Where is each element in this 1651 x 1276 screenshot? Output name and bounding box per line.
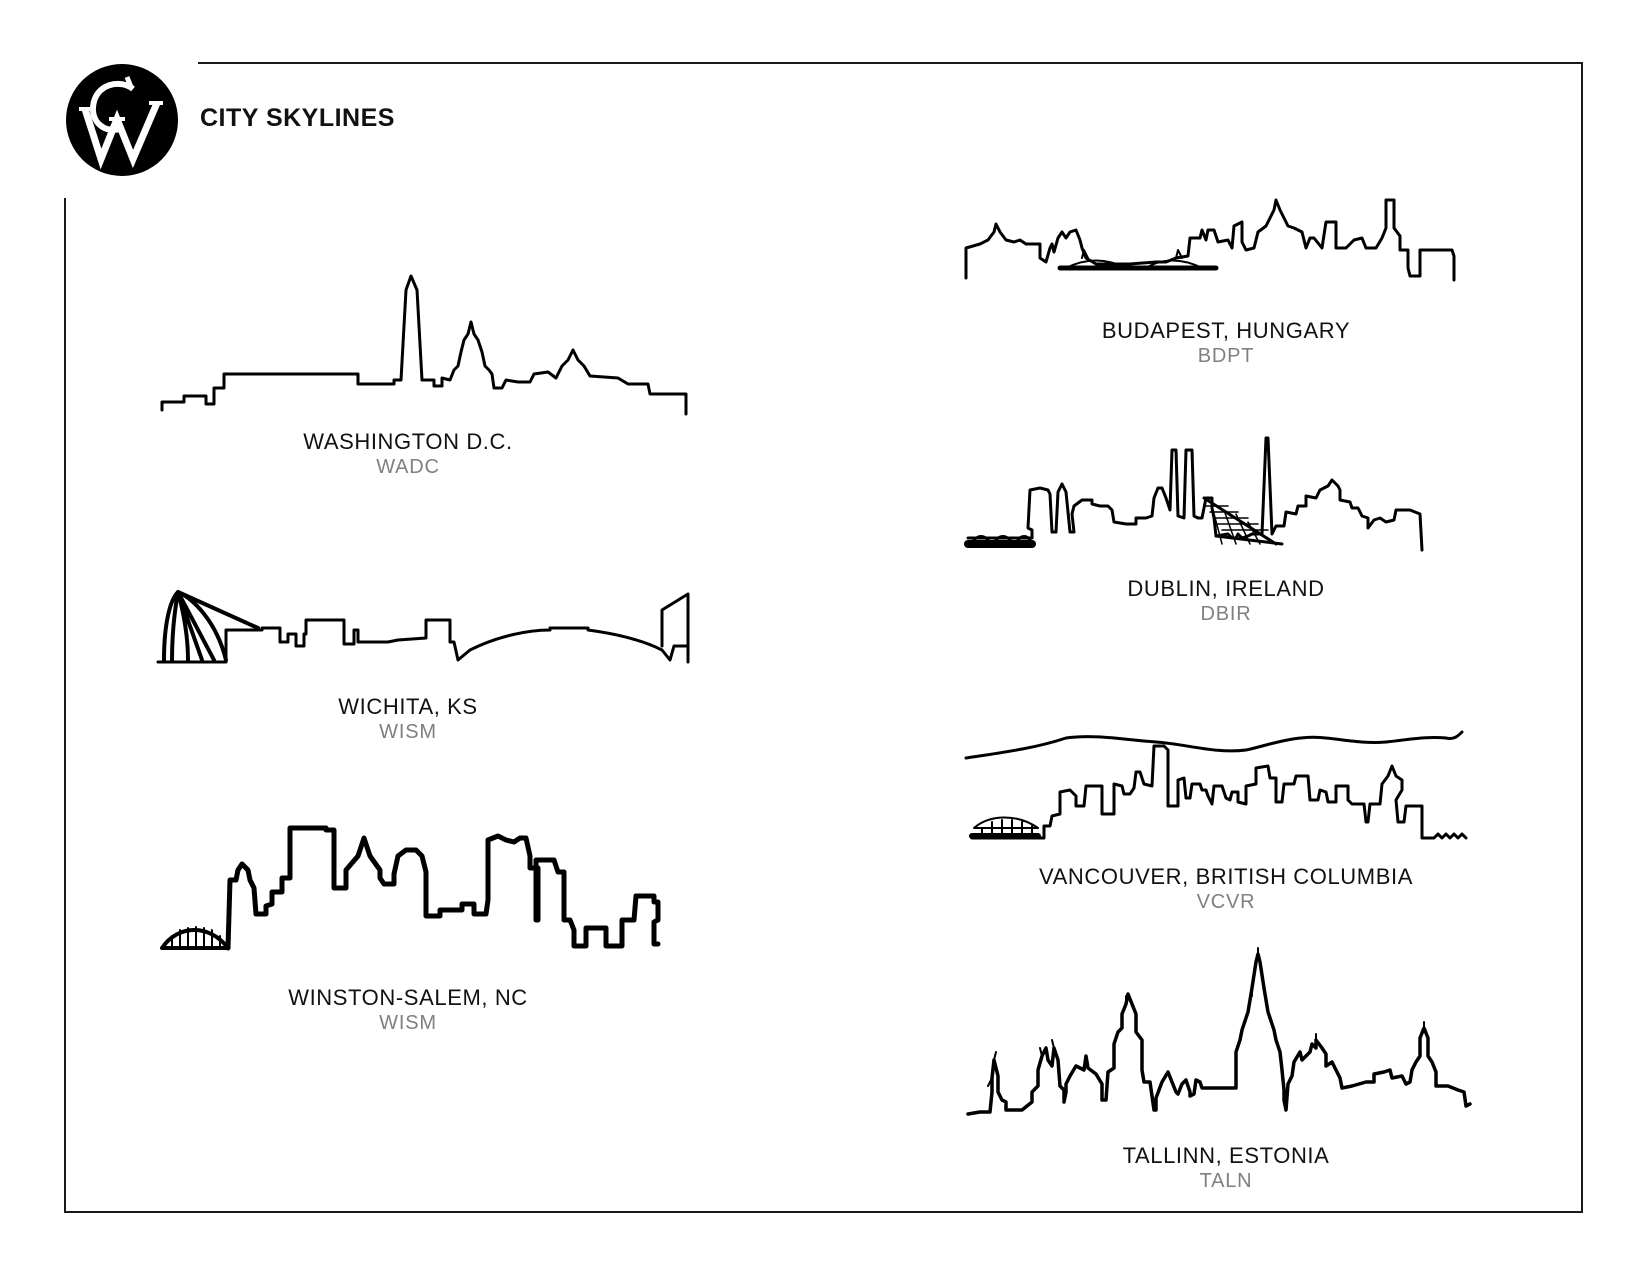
skyline-washington-dc — [158, 270, 688, 420]
city-code: DBIR — [1200, 603, 1252, 625]
skyline-dublin — [966, 434, 1486, 554]
city-code: TALN — [1199, 1170, 1253, 1192]
city-code: WISM — [379, 721, 437, 743]
city-name: VANCOUVER, BRITISH COLUMBIA — [1039, 864, 1413, 889]
skyline-budapest — [966, 192, 1486, 282]
skyline-label-vancouver — [981, 864, 1471, 914]
city-name: BUDAPEST, HUNGARY — [1101, 318, 1351, 343]
city-name: WINSTON-SALEM, NC — [288, 985, 528, 1010]
skyline-tallinn — [966, 952, 1486, 1122]
gw-monogram-logo-icon — [65, 63, 179, 177]
city-name: WASHINGTON D.C. — [303, 429, 513, 454]
skyline-label-winston-salem — [233, 985, 583, 1035]
skyline-vancouver — [966, 728, 1486, 858]
city-name: DUBLIN, IRELAND — [1127, 576, 1325, 601]
skyline-label-budapest — [1041, 318, 1411, 368]
city-code: BDPT — [1197, 345, 1255, 367]
city-code: WADC — [376, 456, 440, 478]
skyline-label-wichita — [258, 694, 558, 744]
skyline-label-tallinn — [1041, 1143, 1411, 1193]
page-title: CITY SKYLINES — [200, 104, 395, 132]
skyline-label-washington — [258, 429, 558, 479]
city-code: VCVR — [1196, 891, 1256, 913]
city-code: WISM — [379, 1012, 437, 1034]
skyline-label-dublin — [1041, 576, 1411, 626]
city-name: TALLINN, ESTONIA — [1122, 1143, 1330, 1168]
skyline-winston-salem — [158, 818, 688, 958]
city-name: WICHITA, KS — [338, 694, 478, 719]
skyline-wichita — [158, 584, 688, 674]
